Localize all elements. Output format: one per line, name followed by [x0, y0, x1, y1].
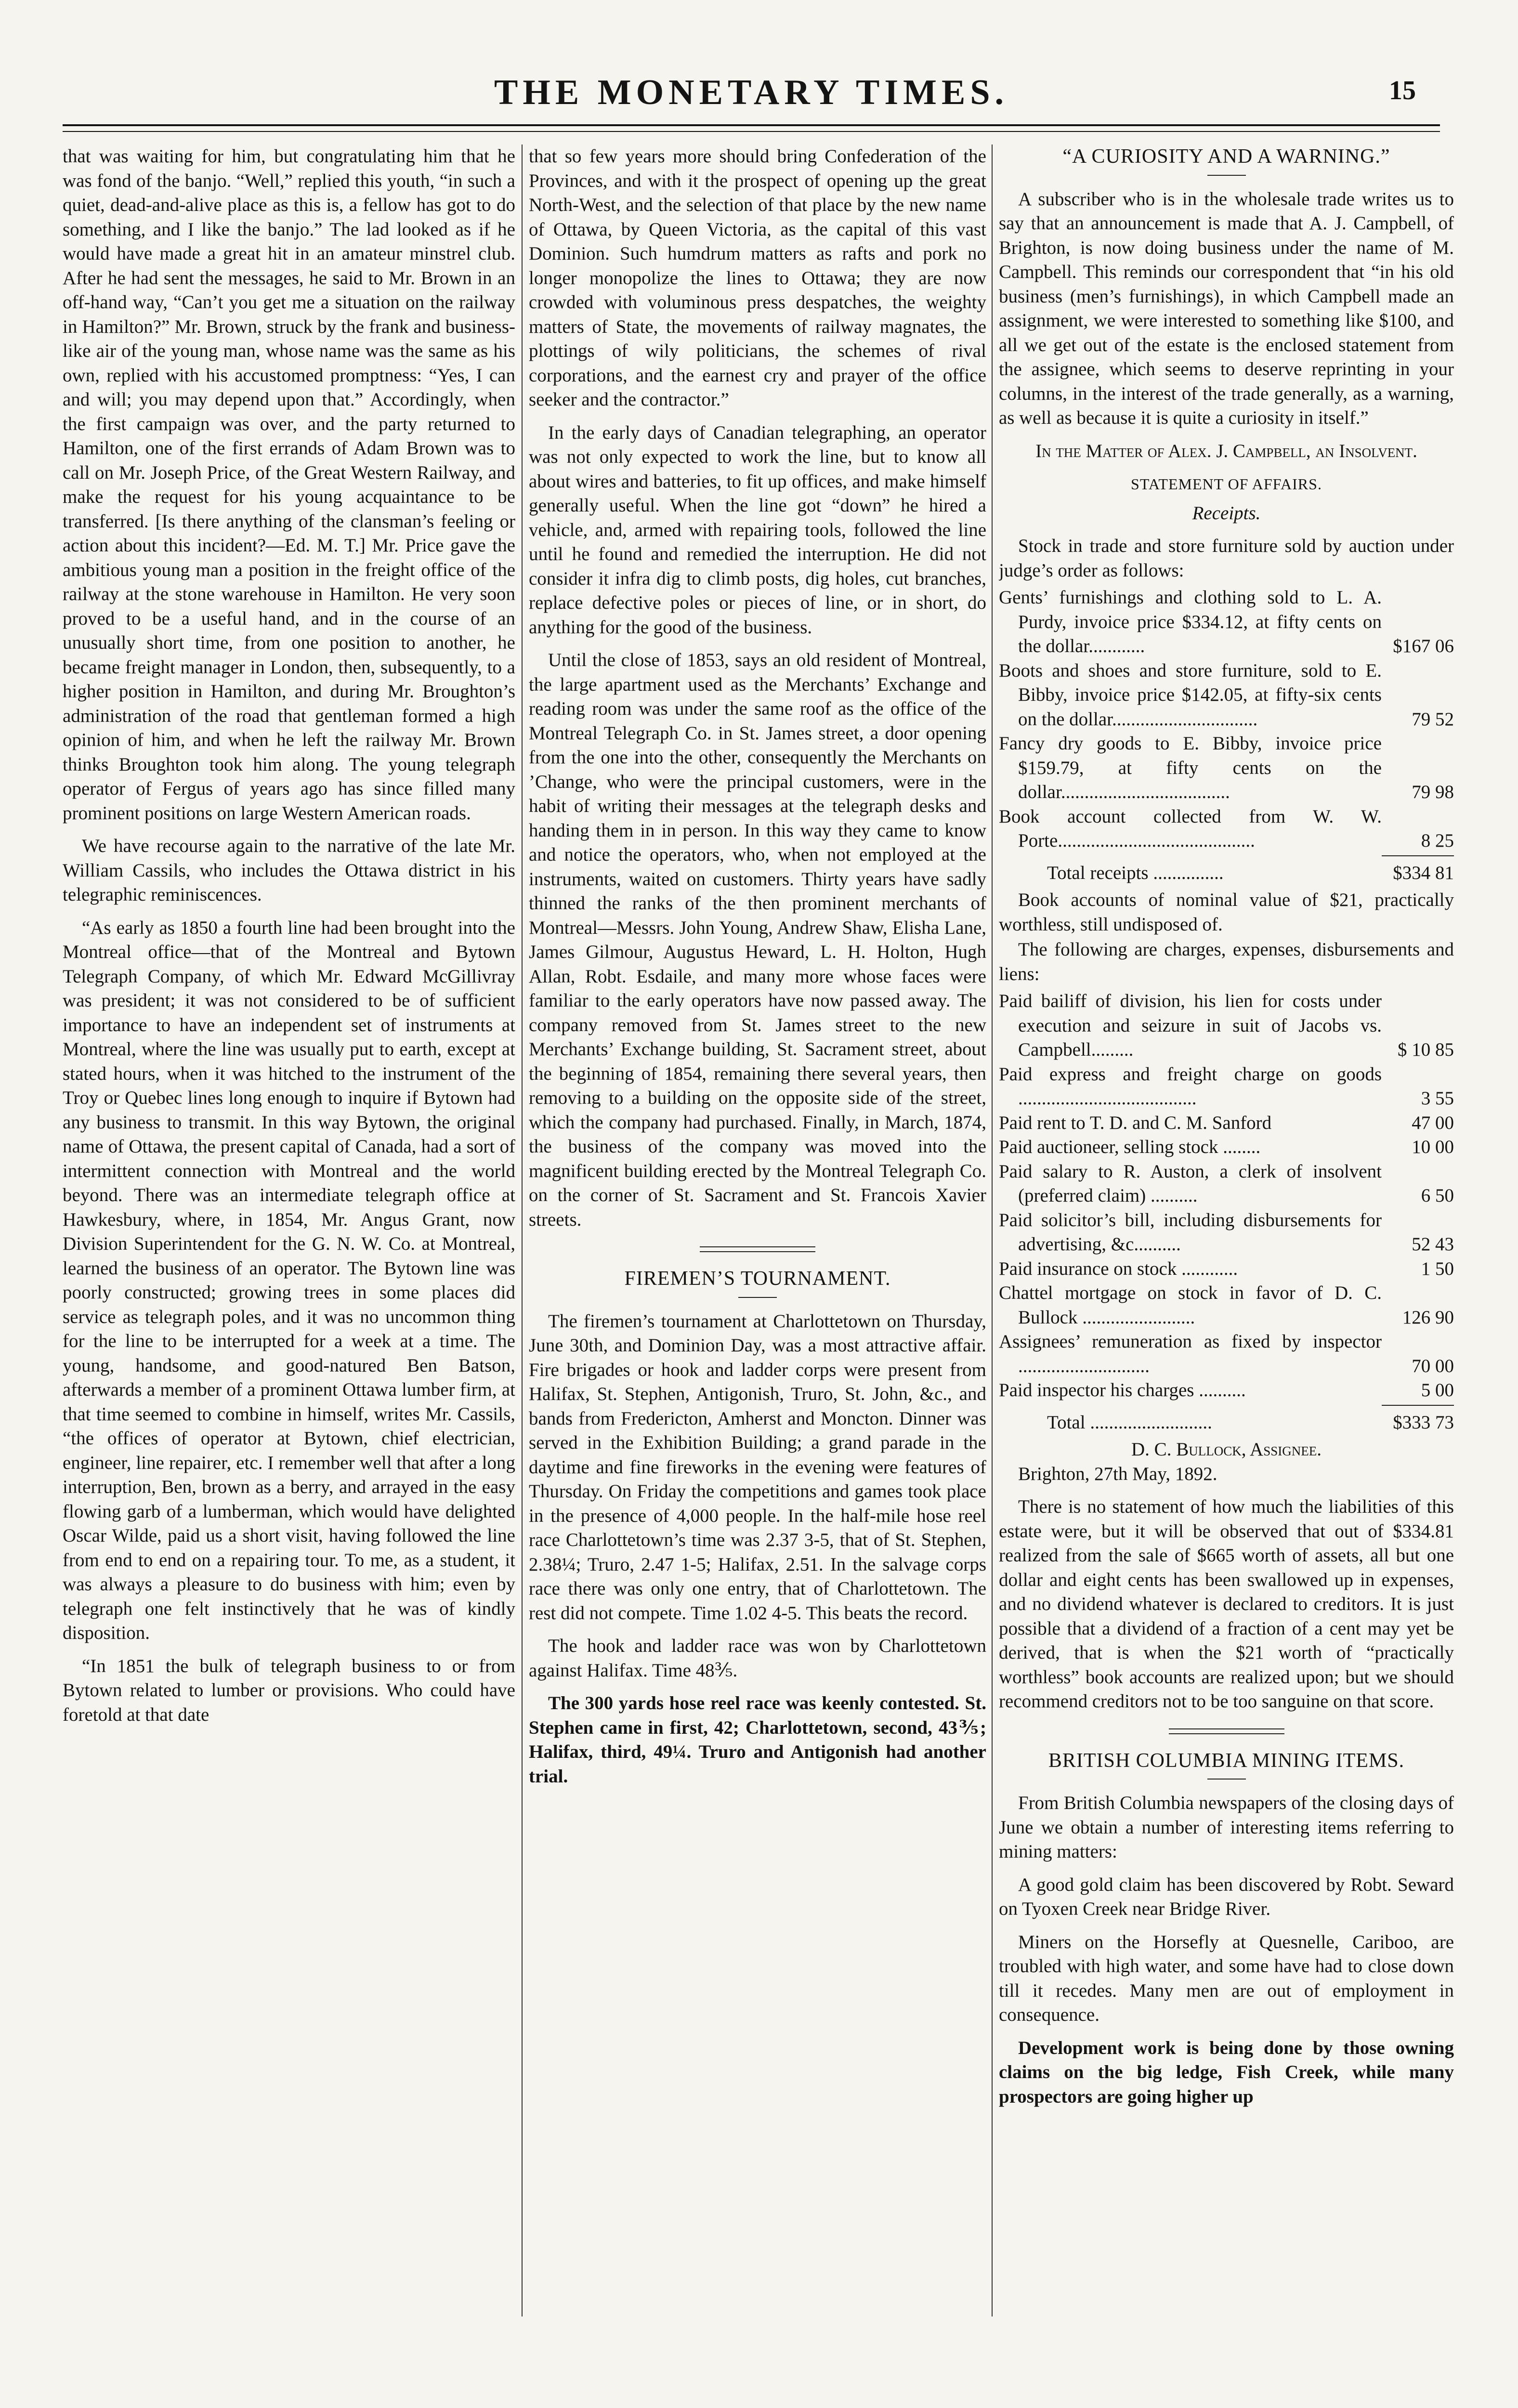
paragraph: The 300 yards hose reel race was keenly contested. St. Stephen came in first, 42; Charlottetown, second, 43⅗; Halifax, third, 49¼. Truro and Antigonish had another trial.	[529, 1693, 986, 1787]
column-1	[63, 144, 515, 2360]
total-label: Total ..........................	[1047, 1412, 1212, 1433]
header-rule-thick	[63, 124, 1440, 126]
ledger-desc: Assignees’ remuneration as fixed by inspector ............................	[999, 1331, 1382, 1376]
paragraph: In the early days of Canadian telegraphing, an operator was not only expected to work the line, but to know all about wires and batteries, to fit up offices, and make himself generally useful. When the line got “down” he hired a vehicle, and, armed with repairing tools, followed the line until he found and remedied the interruption. He did not consider it infra dig to climb posts, dig holes, cut branches, replace defective poles or pieces of line, or in short, do anything for the good of the business.	[529, 422, 986, 638]
paragraph: Stock in trade and store furniture sold by auction under judge’s order as follows:	[999, 536, 1454, 581]
ledger-desc: Fancy dry goods to E. Bibby, invoice price $159.79, at fifty cents on the dollar....................................	[999, 733, 1382, 802]
ledger-row	[999, 659, 1454, 732]
ledger-desc: Boots and shoes and store furniture, sold to E. Bibby, invoice price $142.05, at fifty-six cents on the dollar...............................	[999, 660, 1382, 730]
dateline: Brighton, 27th May, 1892.	[1018, 1463, 1217, 1484]
ledger-desc: Paid inspector his charges ..........	[999, 1380, 1246, 1400]
ledger-desc: Paid insurance on stock ............	[999, 1258, 1238, 1279]
section-divider	[700, 1246, 815, 1252]
ledger-amount: 126 90	[1402, 1307, 1454, 1328]
heading-rule	[1207, 175, 1246, 176]
ledger-desc: Paid express and freight charge on goods ......................................	[999, 1063, 1382, 1109]
ledger-desc: Paid solicitor’s bill, including disbursements for advertising, &c..........	[999, 1209, 1382, 1255]
publication-title: THE MONETARY TIMES.	[494, 73, 1008, 112]
ledger-amount: 79 98	[1412, 782, 1454, 802]
column-divider-1	[522, 144, 523, 2316]
statement-heading: STATEMENT OF AFFAIRS.	[1131, 475, 1322, 493]
paragraph: Until the close of 1853, says an old resident of Montreal, the large apartment used as the Merchants’ Exchange and reading room was under the same roof as the office of the Montreal Telegraph Co. in St. James street, a door opening from the one into the other, consequently the Merchants on ’Change, who were the principal customers, were in the habit of writing their messages at the telegraph desks and handing them in in person. In this way they came to know and notice the operators, who, when not employed at the instruments, waited on customers. Thirty years have sadly thinned the ranks of the then prominent merchants of Montreal—Messrs. John Young, Andrew Shaw, Elisha Lane, James Gilmour, Augustus Heward, L. H. Holton, Hugh Allan, Robt. Esdaile, and many more whose faces were familiar to the early operators have now passed away. The company removed from St. James street to the new Merchants’ Exchange building, St. Sacrament street, about the beginning of 1854, remaining there several years, then removing to a building on the opposite side of the street, which the company had purchased. Finally, in March, 1874, the business of the company was moved into the magnificent building erected by the Montreal Telegraph Co. on the corner of St. Sacrament and St. Francois Xavier streets.	[529, 650, 986, 1230]
ledger-desc: Paid rent to T. D. and C. M. Sanford	[999, 1112, 1272, 1133]
ledger-amount: $ 10 85	[1398, 1039, 1454, 1060]
ledger-row	[999, 1111, 1454, 1136]
ledger-row	[999, 1062, 1454, 1111]
column-3	[999, 144, 1454, 2360]
ledger-desc: Paid bailiff of division, his lien for costs under execution and seizure in suit of Jacobs vs. Campbell.........	[999, 991, 1382, 1060]
section-heading-curiosity: “A CURIOSITY AND A WARNING.”	[1062, 145, 1390, 168]
total-receipts-label: Total receipts ...............	[1047, 862, 1224, 883]
heading-rule	[738, 1297, 777, 1298]
ledger-row	[999, 1378, 1454, 1403]
ledger-amount: 52 43	[1412, 1234, 1454, 1255]
ledger-amount: 8 25	[1421, 830, 1454, 851]
ledger-desc: Paid salary to R. Auston, a clerk of insolvent (preferred claim) ..........	[999, 1161, 1382, 1206]
paragraph: that was waiting for him, but congratulating him that he was fond of the banjo. “Well,” replied this youth, “in such a quiet, dead-and-alive place as this is, a fellow has got to do something, and I like the banjo.” The lad looked as if he would have made a great hit in an amateur minstrel club. After he had sent the messages, he said to Mr. Brown in an off-hand way, “Can’t you get me a situation on the railway in Hamilton?” Mr. Brown, struck by the frank and business-like air of the young man, whose name was the same as his own, replied with his accustomed promptness: “Yes, I can and will; you may depend upon that.” Accordingly, when the first campaign was over, and the party returned to Hamilton, one of the first errands of Adam Brown was to call on Mr. Joseph Price, of the Great Western Railway, and make the request for his young acquaintance to be transferred. [Is there anything of the clansman’s feeling or action about this incident?—Ed. M. T.] Mr. Price gave the ambitious young man a position in the freight office of the railway at the stone warehouse in Hamilton. He very soon proved to be a useful hand, and in the course of an unusually short time, from one position to another, he became freight manager in London, then, subsequently, to a higher position in Hamilton, and during Mr. Broughton’s administration of the road that gentleman formed a high opinion of him, and when he left the railway Mr. Brown thinks Broughton took him along. The young telegraph operator of Fergus of years ago has since filled many prominent positions on large Western American roads.	[63, 146, 515, 824]
paragraph: The hook and ladder race was won by Charlottetown against Halifax. Time 48⅗.	[529, 1636, 986, 1681]
ledger-row	[999, 1330, 1454, 1378]
total-row	[999, 1411, 1454, 1435]
column-2	[529, 144, 986, 2360]
paragraph: that so few years more should bring Confederation of the Provinces, and with it the prospect of opening up the great North-West, and the selection of that place by the new name of Ottawa, by Queen Victoria, as the capital of this vast Dominion. Such humdrum matters as rafts and pork no longer monopolize the lines to Ottawa; they are now crowded with voluminous press despatches, the weighty matters of State, the movements of railway magnates, the plottings of wily politicians, the schemes of rival corporations, and the earnest cry and prayer of the office seeker and the contractor.”	[529, 146, 986, 410]
paragraph: Development work is being done by those owning claims on the big ledge, Fish Creek, while many prospectors are going higher up	[999, 2037, 1454, 2107]
paragraph: We have recourse again to the narrative of the late Mr. William Cassils, who includes the Ottawa district in his telegraphic reminiscences.	[63, 836, 515, 905]
paragraph: There is no statement of how much the liabilities of this estate were, but it will be observed that out of $334.81 realized from the sale of $665 worth of assets, all but one dollar and eight cents has been swallowed up in expenses, and no dividend whatever is declared to creditors. It is just possible that a dividend of a fraction of a cent may yet be derived, that is when the $21 worth of “practically worthless” book accounts are realized upon; but we should recommend creditors not to be too sanguine on that score.	[999, 1496, 1454, 1712]
column-divider-2	[992, 144, 993, 2316]
sum-rule	[1382, 855, 1454, 856]
ledger-row	[999, 1160, 1454, 1208]
total-amount: $333 73	[1393, 1412, 1454, 1433]
ledger-desc: Gents’ furnishings and clothing sold to L. A. Purdy, invoice price $334.12, at fifty cents on the dollar............	[999, 587, 1382, 656]
ledger-row	[999, 805, 1454, 853]
ledger-amount: 3 55	[1421, 1088, 1454, 1109]
ledger-row	[999, 1208, 1454, 1257]
ledger-row	[999, 1281, 1454, 1330]
ledger-amount: 5 00	[1421, 1380, 1454, 1400]
ledger-desc: Book account collected from W. W. Porte..........................................	[999, 806, 1382, 851]
paragraph: Miners on the Horsefly at Quesnelle, Cariboo, are troubled with high water, and some have had to close down till it recedes. Many men are out of employment in consequence.	[999, 1931, 1454, 2025]
receipts-list	[999, 586, 1454, 856]
paragraph: “In 1851 the bulk of telegraph business to or from Bytown related to lumber or provisions. Who could have foretold at that date	[63, 1655, 515, 1725]
total-receipts-amount: $334 81	[1393, 862, 1454, 883]
paragraph: Book accounts of nominal value of $21, practically worthless, still undisposed of.	[999, 890, 1454, 935]
receipts-heading: Receipts.	[1192, 502, 1261, 523]
ledger-row	[999, 1257, 1454, 1282]
ledger-amount: 70 00	[1412, 1355, 1454, 1376]
ledger-row	[999, 989, 1454, 1062]
paragraph: From British Columbia newspapers of the closing days of June we obtain a number of interesting items referring to mining matters:	[999, 1793, 1454, 1862]
charges-list	[999, 989, 1454, 1406]
total-receipts-row	[999, 861, 1454, 886]
ledger-amount: 6 50	[1421, 1185, 1454, 1206]
ledger-row	[999, 1135, 1454, 1160]
ledger-amount: 1 50	[1421, 1258, 1454, 1279]
paragraph: A subscriber who is in the wholesale trade writes us to say that an announcement is made that A. J. Campbell, of Brighton, is now doing business under the name of M. Campbell. This reminds our correspondent that “in his old business (men’s furnishings), in which Campbell made an assignment, we were interested to something like $100, and all we get out of the estate is the enclosed statement from the assignee, which seems to deserve reprinting in your columns, in the interest of the trade generally, as a warning, as well as because it is quite a curiosity in itself.”	[999, 188, 1454, 428]
ledger-row	[999, 732, 1454, 805]
page-number: 15	[1389, 76, 1416, 105]
header-rule-thin	[63, 131, 1440, 132]
ledger-amount: 10 00	[1412, 1137, 1454, 1157]
ledger-row	[999, 586, 1454, 659]
paragraph: The firemen’s tournament at Charlottetown on Thursday, June 30th, and Dominion Day, was a most attractive affair. Fire brigades or hook and ladder corps were present from Halifax, St. Stephen, Antigonish, Truro, St. John, &c., and bands from Fredericton, Amherst and Moncton. Dinner was served in the Exhibition Building; a grand parade in the daytime and fine fireworks in the evening were features of Thursday. On Friday the competitions and games took place in the presence of 4,000 people. In the half-mile hose reel race Charlottetown’s time was 2.37 3-5, that of St. Stephen, 2.38¼; Truro, 2.47 1-5; Halifax, 2.51. In the salvage corps race there was only one entry, that of Charlottetown. The rest did not compete. Time 1.02 4-5. This beats the record.	[529, 1310, 986, 1623]
ledger-amount: 47 00	[1412, 1112, 1454, 1133]
section-heading-bc-mining: BRITISH COLUMBIA MINING ITEMS.	[1048, 1749, 1405, 1772]
assignee-signature: D. C. Bullock, Assignee.	[1131, 1439, 1322, 1460]
ledger-desc: Paid auctioneer, selling stock ........	[999, 1137, 1261, 1157]
paragraph: The following are charges, expenses, disbursements and liens:	[999, 939, 1454, 984]
ledger-amount: $167 06	[1393, 636, 1454, 656]
section-divider	[1169, 1728, 1284, 1734]
sum-rule	[1382, 1405, 1454, 1406]
paragraph: A good gold claim has been discovered by Robt. Seward on Tyoxen Creek near Bridge River.	[999, 1874, 1454, 1919]
masthead	[63, 72, 1440, 120]
ledger-amount: 79 52	[1412, 708, 1454, 730]
heading-rule	[1207, 1779, 1246, 1780]
ledger-desc: Chattel mortgage on stock in favor of D. C. Bullock ........................	[999, 1283, 1382, 1328]
matter-line: In the Matter of Alex. J. Campbell, an Insolvent.	[1035, 440, 1417, 461]
section-heading-firemens-tournament: FIREMEN’S TOURNAMENT.	[624, 1268, 891, 1290]
paragraph: “As early as 1850 a fourth line had been brought into the Montreal office—that of the Montreal and Bytown Telegraph Company, of which Mr. Edward McGillivray was president; it was not considered to be of sufficient importance to have an independent set of instruments at Montreal, where the line was usually put to earth, except at stated hours, when it was hitched to the instrument of the Troy or Quebec lines long enough to inquire if Bytown had any business to transmit. In this way Bytown, the original name of Ottawa, the present capital of Canada, had a sort of intermittent connection with Montreal and the world beyond. There was an intermediate telegraph office at Hawkesbury, where, in 1854, Mr. Angus Grant, now Division Superintendent for the G. N. W. Co. at Montreal, learned the business of an operator. The Bytown line was poorly constructed; growing trees in some places did service as telegraph poles, and it was no uncommon thing for the line to be interrupted for a week at a time. The young, handsome, and good-natured Ben Batson, afterwards a member of a prominent Ottawa lumber firm, at that time seemed to combine in himself, writes Mr. Cassils, “the offices of operator at Bytown, chief electrician, engineer, line repairer, etc. I remember well that after a long interruption, Ben, brown as a berry, and arrayed in the easy flowing garb of a lumberman, which would have delighted Oscar Wilde, paid us a short visit, having followed the line from end to end on a repairing tour. To me, as a student, it was always a pleasure to do business with him; even by telegraph one felt instinctively that he was of kindly disposition.	[63, 917, 515, 1643]
